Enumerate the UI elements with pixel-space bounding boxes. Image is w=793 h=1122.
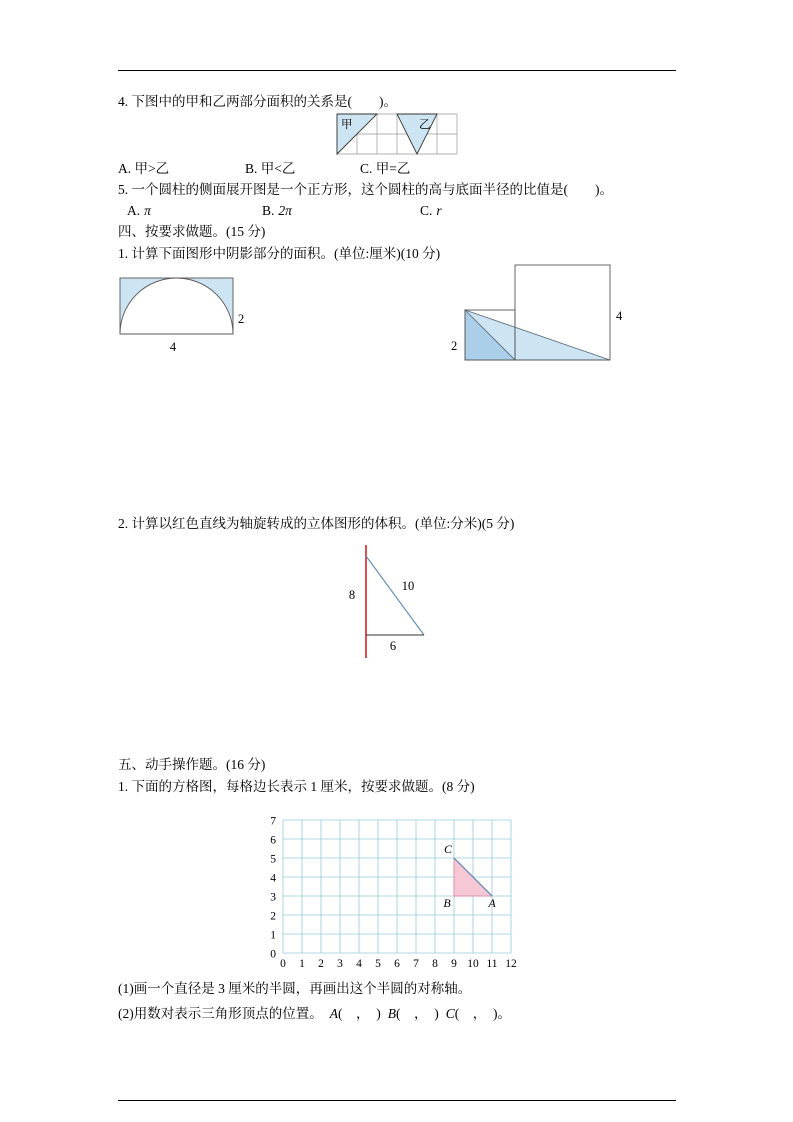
section-4-q2-text: 2. 计算以红色直线为轴旋转成的立体图形的体积。(单位:分米)(5 分) <box>118 516 515 531</box>
q5-option-c <box>420 202 442 220</box>
point-a-letter: A <box>329 1006 338 1021</box>
point-blank-a <box>330 1006 381 1021</box>
x-axis-label-2: 2 <box>318 958 324 970</box>
y-axis-label-6: 6 <box>270 834 276 847</box>
question-4-figure <box>335 112 461 158</box>
question-4-text: 4. 下图中的甲和乙两部分面积的关系是( )。 <box>118 94 397 109</box>
q5-option-a <box>127 202 151 220</box>
vertex-c-label: C <box>443 842 453 856</box>
section-4-q1-text: 1. 计算下面图形中阴影部分的面积。(单位:厘米)(10 分) <box>118 246 441 261</box>
q5-option-b-value: 2π <box>278 203 292 218</box>
x-axis-label-4: 4 <box>356 958 362 970</box>
side-label: 8 <box>348 588 356 602</box>
q4-option-a: A. 甲>乙 <box>118 161 170 176</box>
bottom-rule <box>118 1100 676 1101</box>
x-axis-label-3: 3 <box>337 958 343 970</box>
sub-question-1: (1)画一个直径是 3 厘米的半圆，再画出这个半圆的对称轴。 <box>118 981 472 996</box>
x-axis-label-5: 5 <box>375 958 381 970</box>
q5-option-c-label: C. <box>420 203 433 218</box>
question-5-text: 5. 一个圆柱的侧面展开图是一个正方形，这个圆柱的高与底面半径的比值是( )。 <box>118 182 613 197</box>
two-squares-figure <box>445 258 635 370</box>
x-axis-label-11: 11 <box>486 958 498 970</box>
point-blank-c <box>446 1006 498 1021</box>
vertex-a-label: A <box>488 896 496 910</box>
section-5-q1-text: 1. 下面的方格图，每格边长表示 1 厘米，按要求做题。(8 分) <box>118 779 475 794</box>
y-axis-label-5: 5 <box>270 853 276 866</box>
x-axis-label-10: 10 <box>467 958 479 970</box>
big-square-label: 4 <box>616 309 623 323</box>
x-axis-label-8: 8 <box>432 958 438 970</box>
hypotenuse-label: 10 <box>401 579 415 593</box>
point-b-blank: ( ， ) <box>396 1006 439 1021</box>
point-c-letter: C <box>445 1006 455 1021</box>
x-axis-label-0: 0 <box>280 958 286 970</box>
section-5-title: 五、动手操作题。(16 分) <box>118 757 266 772</box>
q4-option-c: C. 甲=乙 <box>360 161 411 176</box>
y-axis-label-2: 2 <box>270 910 276 923</box>
rect-semicircle-figure <box>118 276 253 358</box>
top-rule <box>118 70 676 71</box>
y-axis-label-1: 1 <box>270 929 276 942</box>
q5-option-b-label: B. <box>262 203 275 218</box>
coordinate-grid-figure <box>255 806 540 976</box>
x-axis-label-9: 9 <box>451 958 457 970</box>
point-a-blank: ( ， ) <box>338 1006 381 1021</box>
point-b-letter: B <box>387 1006 396 1021</box>
small-square-label: 2 <box>451 339 458 353</box>
q5-option-b <box>262 202 292 220</box>
q5-option-c-value: r <box>436 203 442 218</box>
q5-option-a-value: π <box>144 203 151 218</box>
triangle-hypotenuse <box>366 556 424 635</box>
sub2-suffix: 。 <box>497 1006 512 1021</box>
vertex-b-label: B <box>443 896 451 910</box>
label-yi: 乙 <box>419 119 431 131</box>
point-blank-b <box>388 1006 439 1021</box>
x-axis-label-7: 7 <box>413 958 419 970</box>
base-label: 6 <box>389 639 397 653</box>
y-axis-label-0: 0 <box>270 948 276 961</box>
sub-question-2 <box>118 1005 511 1023</box>
height-label: 2 <box>238 312 245 326</box>
rotation-figure <box>338 540 458 665</box>
x-axis-label-6: 6 <box>394 958 400 970</box>
section-4-title: 四、按要求做题。(15 分) <box>118 224 266 239</box>
sub2-prefix: (2)用数对表示三角形顶点的位置。 <box>118 1006 323 1021</box>
q4-option-b: B. 甲<乙 <box>245 161 296 176</box>
x-axis-label-12: 12 <box>505 958 517 970</box>
y-axis-label-3: 3 <box>270 891 276 904</box>
x-axis-label-1: 1 <box>299 958 305 970</box>
width-label: 4 <box>169 340 177 354</box>
q5-option-a-label: A. <box>127 203 141 218</box>
y-axis-label-4: 4 <box>270 872 276 885</box>
point-c-blank: ( ， ) <box>454 1006 498 1021</box>
y-axis-label-7: 7 <box>270 815 276 828</box>
label-jia: 甲 <box>341 119 353 131</box>
